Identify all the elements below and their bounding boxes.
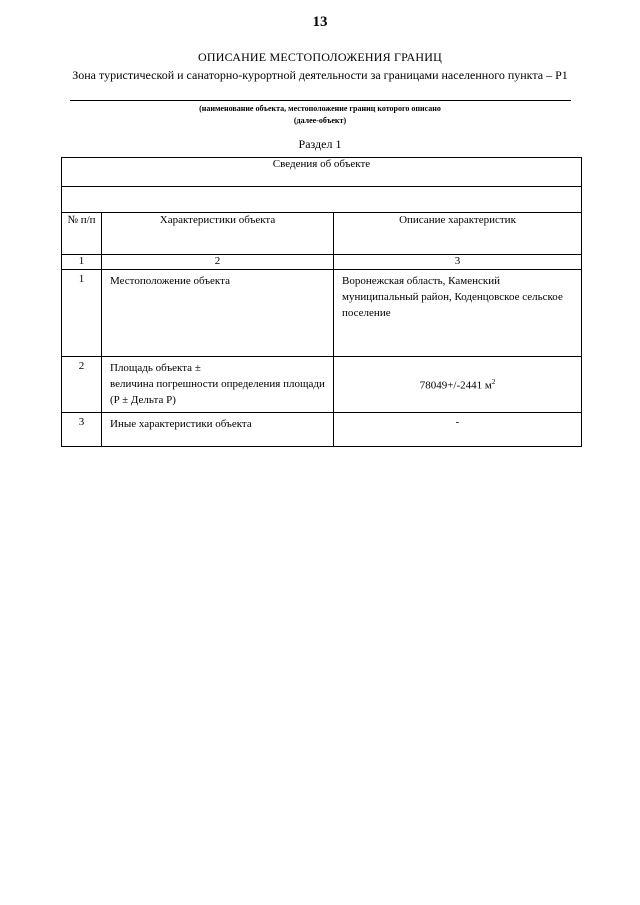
table-blank-row	[62, 187, 582, 213]
caption-line: (наименование объекта, местоположение границ которого описано	[199, 104, 441, 113]
table-row	[62, 270, 582, 357]
underline-divider	[70, 100, 571, 101]
object-name: Зона туристической и санаторно-курортной деятельности за границами населенного пункта – Р1	[72, 68, 568, 82]
page-number: 13	[312, 14, 328, 30]
row-num: 2	[62, 357, 102, 413]
column-number: 1	[62, 255, 102, 270]
section-title: Раздел 1	[298, 137, 342, 151]
object-name-caption	[0, 103, 640, 127]
header-description: Описание характеристик	[334, 213, 582, 255]
row-description	[334, 357, 582, 413]
row-characteristic: Местоположение объекта	[102, 270, 334, 357]
column-number: 3	[334, 255, 582, 270]
row-num: 1	[62, 270, 102, 357]
table-title-row	[62, 158, 582, 187]
table-row	[62, 357, 582, 413]
table-row	[62, 413, 582, 447]
table-title: Сведения об объекте	[62, 158, 582, 187]
document-title: ОПИСАНИЕ МЕСТОПОЛОЖЕНИЯ ГРАНИЦ	[198, 50, 442, 64]
row-characteristic	[102, 357, 334, 413]
table-header-row	[62, 213, 582, 255]
characteristic-line: величина погрешности определения площади (P ± Дельта P)	[110, 378, 325, 406]
blank-cell	[62, 187, 582, 213]
column-number: 2	[102, 255, 334, 270]
column-number-row	[62, 255, 582, 270]
row-characteristic: Иные характеристики объекта	[102, 413, 334, 447]
header-num: № п/п	[62, 213, 102, 255]
row-num: 3	[62, 413, 102, 447]
header-characteristic: Характеристики объекта	[102, 213, 334, 255]
characteristic-line: Площадь объекта ±	[110, 362, 201, 374]
row-description: -	[334, 413, 582, 447]
area-value: 78049+/-2441 м	[419, 379, 492, 392]
caption-line: (далее-объект)	[293, 116, 347, 125]
object-info-table	[61, 157, 582, 447]
area-unit-superscript: 2	[491, 377, 496, 386]
row-description: Воронежская область, Каменский муниципальный район, Коденцовское сельское поселение	[334, 270, 582, 357]
